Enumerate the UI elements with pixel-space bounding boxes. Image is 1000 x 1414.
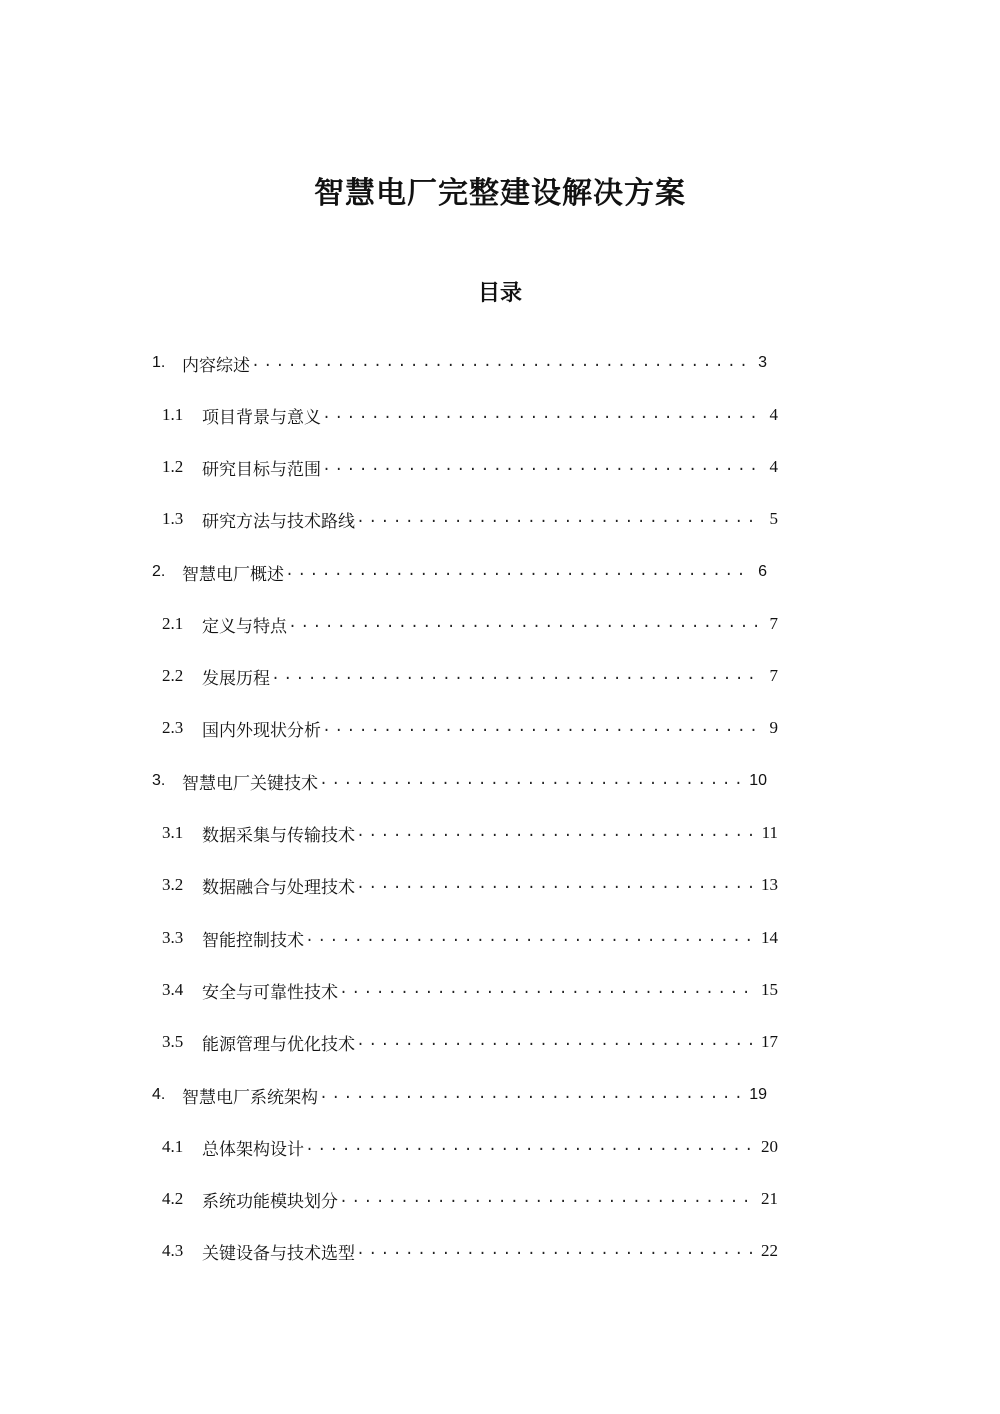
toc-entry-title: 智慧电厂系统架构 bbox=[182, 1087, 318, 1108]
toc-entry-title: 智慧电厂概述 bbox=[182, 564, 284, 585]
toc-entry-title: 发展历程 bbox=[202, 668, 270, 689]
toc-dot-leader bbox=[285, 557, 751, 587]
toc-dot-leader bbox=[322, 400, 762, 430]
toc-entry-1-3[interactable] bbox=[162, 504, 778, 534]
toc-entry-title: 定义与特点 bbox=[202, 616, 287, 637]
toc-entry-page: 7 bbox=[769, 666, 778, 685]
toc-dot-leader bbox=[356, 870, 755, 900]
toc-entry-number: 3.2 bbox=[162, 875, 184, 894]
toc-entry-number: 1.1 bbox=[162, 405, 184, 424]
toc-dot-leader bbox=[271, 661, 762, 691]
toc-entry-number: 1.3 bbox=[162, 509, 184, 528]
toc-dot-leader bbox=[356, 818, 756, 848]
toc-entry-title: 国内外现状分析 bbox=[202, 720, 321, 741]
toc-entry-number: 2.2 bbox=[162, 666, 184, 685]
toc-entry-title: 内容综述 bbox=[182, 355, 250, 376]
toc-entry-3-4[interactable] bbox=[162, 975, 778, 1005]
toc-entry-1-2[interactable] bbox=[162, 452, 778, 482]
toc-entry-title: 总体架构设计 bbox=[202, 1139, 304, 1160]
toc-entry-page: 7 bbox=[769, 614, 778, 633]
toc-entry-title: 系统功能模块划分 bbox=[202, 1191, 338, 1212]
toc-entry-number: 3. bbox=[152, 772, 166, 789]
toc-entry-title: 项目背景与意义 bbox=[202, 407, 321, 428]
toc-entry-title: 研究方法与技术路线 bbox=[202, 511, 355, 532]
toc-entry-title: 安全与可靠性技术 bbox=[202, 982, 338, 1003]
toc-entry-number: 1.2 bbox=[162, 457, 184, 476]
toc-dot-leader bbox=[339, 1184, 755, 1214]
toc-dot-leader bbox=[356, 1236, 755, 1266]
toc-entry-page: 3 bbox=[758, 354, 767, 371]
toc-entry-page: 20 bbox=[761, 1137, 778, 1156]
toc-entry-title: 数据融合与处理技术 bbox=[202, 877, 355, 898]
toc-entry-number: 2. bbox=[152, 563, 166, 580]
toc-entry-title: 数据采集与传输技术 bbox=[202, 825, 355, 846]
toc-entry-3-1[interactable] bbox=[162, 818, 778, 848]
toc-entry-page: 21 bbox=[761, 1189, 778, 1208]
toc-dot-leader bbox=[339, 975, 755, 1005]
toc-entry-page: 10 bbox=[749, 772, 767, 789]
toc-entry-page: 6 bbox=[758, 563, 767, 580]
toc-entry-4-1[interactable] bbox=[162, 1132, 778, 1162]
toc-dot-leader bbox=[356, 504, 762, 534]
toc-entry-number: 4. bbox=[152, 1086, 166, 1103]
toc-entry-3-3[interactable] bbox=[162, 923, 778, 953]
toc-entry-2-3[interactable] bbox=[162, 713, 778, 743]
toc-entry-title: 能源管理与优化技术 bbox=[202, 1034, 355, 1055]
toc-entry-page: 13 bbox=[761, 875, 778, 894]
toc-entry-page: 19 bbox=[749, 1086, 767, 1103]
toc-entry-number: 4.2 bbox=[162, 1189, 184, 1208]
toc-dot-leader bbox=[322, 452, 762, 482]
toc-dot-leader bbox=[288, 609, 762, 639]
toc-entry-page: 5 bbox=[769, 509, 778, 528]
toc-entry-1-1[interactable] bbox=[162, 400, 778, 430]
toc-dot-leader bbox=[305, 923, 755, 953]
toc-entry-3-5[interactable] bbox=[162, 1027, 778, 1057]
toc-entry-title: 智慧电厂关键技术 bbox=[182, 773, 318, 794]
toc-entry-4-2[interactable] bbox=[162, 1184, 778, 1214]
toc-entry-number: 3.4 bbox=[162, 980, 184, 999]
toc-entry-number: 3.1 bbox=[162, 823, 184, 842]
toc-dot-leader bbox=[319, 1080, 743, 1110]
toc-entry-page: 15 bbox=[761, 980, 778, 999]
toc-dot-leader bbox=[356, 1027, 755, 1057]
toc-entry-number: 4.3 bbox=[162, 1241, 184, 1260]
toc-entry-page: 14 bbox=[761, 928, 778, 947]
toc-entry-number: 2.1 bbox=[162, 614, 184, 633]
toc-entry-number: 3.5 bbox=[162, 1032, 184, 1051]
toc-dot-leader bbox=[251, 348, 751, 378]
toc-entry-4[interactable] bbox=[152, 1080, 767, 1110]
toc-entry-number: 2.3 bbox=[162, 718, 184, 737]
toc-entry-3[interactable] bbox=[152, 766, 767, 796]
toc-entry-number: 3.3 bbox=[162, 928, 184, 947]
toc-entry-4-3[interactable] bbox=[162, 1236, 778, 1266]
toc-dot-leader bbox=[319, 766, 743, 796]
toc-entry-3-2[interactable] bbox=[162, 870, 778, 900]
toc-entry-number: 1. bbox=[152, 354, 166, 371]
toc-dot-leader bbox=[305, 1132, 755, 1162]
toc-entry-page: 22 bbox=[761, 1241, 778, 1260]
toc-entry-title: 智能控制技术 bbox=[202, 930, 304, 951]
toc-entry-title: 关键设备与技术选型 bbox=[202, 1243, 355, 1264]
toc-entry-2[interactable] bbox=[152, 557, 767, 587]
toc-entry-2-1[interactable] bbox=[162, 609, 778, 639]
toc-dot-leader bbox=[322, 713, 762, 743]
toc-entry-1[interactable] bbox=[152, 348, 767, 378]
toc-entry-2-2[interactable] bbox=[162, 661, 778, 691]
toc-entry-page: 4 bbox=[769, 457, 778, 476]
toc-entry-title: 研究目标与范围 bbox=[202, 459, 321, 480]
toc-entry-page: 11 bbox=[761, 823, 778, 842]
document-title: 智慧电厂完整建设解决方案 bbox=[314, 176, 686, 211]
toc-entry-number: 4.1 bbox=[162, 1137, 184, 1156]
toc-entry-page: 17 bbox=[761, 1032, 778, 1051]
toc-heading: 目录 bbox=[477, 281, 522, 306]
toc-entry-page: 4 bbox=[769, 405, 778, 424]
toc-entry-page: 9 bbox=[769, 718, 778, 737]
